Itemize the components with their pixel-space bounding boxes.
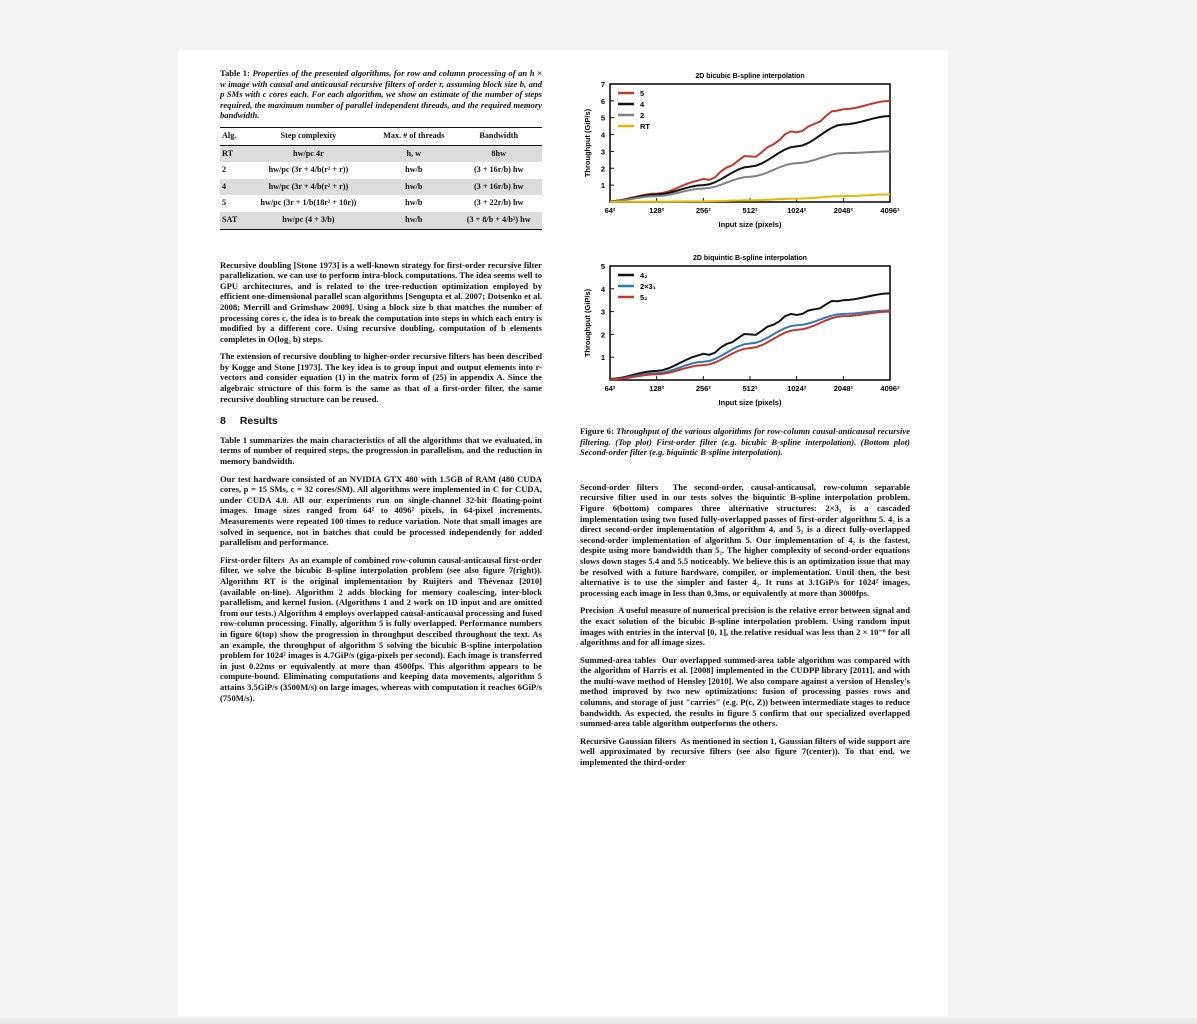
paper-page: [178, 50, 948, 1024]
legend-label: 5: [640, 89, 645, 98]
body-paragraph: [220, 260, 542, 345]
section-title: Results: [239, 415, 278, 428]
figure-caption-label: Figure 6:: [580, 426, 614, 436]
legend-label: 4₂: [640, 271, 648, 280]
body-paragraph: [580, 655, 910, 729]
x-tick-label: 512²: [742, 384, 758, 393]
y-tick-label: 2: [600, 330, 605, 340]
y-tick-label: 7: [600, 80, 605, 89]
table-cell: 8hw: [455, 145, 542, 162]
series-line: [610, 310, 890, 379]
table-row: [220, 212, 542, 229]
paragraph-lead: Summed-area tables: [580, 654, 656, 665]
legend-label: 2×3₁: [640, 282, 656, 291]
x-tick-label: 1024²: [787, 384, 807, 393]
chart-bottom: [580, 252, 910, 422]
x-axis-label: Input size (pixels): [718, 398, 782, 407]
y-tick-label: 5: [600, 113, 605, 123]
table-cell: 5: [222, 198, 227, 208]
x-tick-label: 256²: [695, 206, 711, 215]
body-paragraph: [220, 555, 542, 703]
paragraph-text: As mentioned in section 1, Gaussian filters of wide support are well approximated by recursive filters (see also figure 7(center)). To that end, we implemented the third-order: [580, 735, 910, 768]
section-number: 8: [220, 415, 226, 428]
x-tick-label: 64²: [604, 206, 616, 215]
x-tick-label: 512²: [742, 206, 758, 215]
right-column: [580, 68, 910, 775]
table-row: [220, 195, 542, 212]
table-cell: (3 + 22r/b) hw: [473, 198, 524, 208]
table-header: Max. # of threads: [372, 127, 455, 145]
figure-caption-text: Throughput of the various algorithms for row-column causal-anticausal recursive filtering. (Top plot) First-order filter (e.g. bicubic B-spline interpolation). (Bottom plot) Second-order filter (e.g. biquintic B-spline interpolation).: [580, 426, 911, 458]
table-caption: [220, 68, 542, 121]
table-cell: hw/pc (3r + 4/b(r² + r)): [245, 179, 373, 196]
section-heading: [220, 416, 542, 427]
y-tick-label: 5: [600, 262, 605, 271]
y-tick-label: 4: [600, 284, 605, 294]
table-cell: hw/b: [405, 198, 423, 208]
paragraph-lead: First-order filters: [220, 554, 285, 565]
table-cell: SAT: [220, 212, 245, 229]
table-cell: (3 + 8/b + 4/b²) hw: [455, 212, 542, 229]
table-cell: RT: [220, 145, 245, 162]
series-line: [610, 293, 890, 379]
body-paragraph: [580, 605, 910, 647]
table-cell: hw/pc 4r: [245, 145, 373, 162]
table-caption-label: Table 1:: [220, 68, 250, 78]
paragraph-text: Recursive doubling [Stone 1973] is a well-known strategy for first-order recursive filter parallelization. we can use to perform intra-block computations. The idea seems well to GPU architectures, and is related to the tree-reduction optimization employed by efficient one-dimensional parallel scan algorithms [Sengupta et al. 2007; Dotsenko et al. 2008; Merrill and Grimshaw 2009]. Using a block size b that matches the number of processing cores c, the idea is to break the computation into steps in which each entry is modified by a different core. Using recursive doubling, computation of b elements completes in O(log₂ b) steps.: [220, 259, 542, 344]
table-cell: 2: [222, 165, 227, 175]
y-tick-label: 2: [600, 164, 605, 174]
x-tick-label: 128²: [649, 384, 665, 393]
chart-top-svg: [580, 68, 910, 248]
paragraph-text: As an example of combined row-column causal-anticausal first-order filter, we solve the bicubic B-spline interpolation problem (see also figure 7(right)). Algorithm RT is the original implementation by Ruijters and Thévenaz [2010] (available on-line). Algorithm 2 adds blocking for memory coalescing, inter-block parallelism, and kernel fusion. (Algorithms 1 and 2 work on 1D input and are omitted from our tests.) Algorithm 4 employs overlapped causal-anticausal processing and fused row-column processing. Finally, algorithm 5 is fully overlapped. Performance numbers in figure 6(top) show the progression in throughput described throughout the text. As an example, the throughput of algorithm 5 solving the bicubic B-spline interpolation problem for 1024² images is 4.7GiP/s (giga-pixels per second). Each image is transferred in just 0.22ms or equivalently at more than 4500fps. This algorithm appears to be compute-bound. Eliminating computations and keeping data movements, algorithm 5 attains 3.5GiP/s (3500M/s) on large images, whereas with computation it reaches 6GiP/s (750M/s).: [220, 554, 542, 703]
paragraph-text: A useful measure of numerical precision is the relative error between signal and the exact solution of the bicubic B-spline interpolation problem. Using random input images with entries in the interval [0, 1], the relative residual was less than 2 × 10⁻⁶ for all algorithms and for all image sizes.: [580, 605, 911, 648]
table-cell: 4: [220, 179, 245, 196]
series-line: [610, 116, 890, 201]
left-column: [220, 68, 542, 710]
x-tick-label: 256²: [695, 384, 711, 393]
chart-bottom-svg: [580, 252, 910, 422]
series-line: [610, 312, 890, 380]
paragraph-text: Table 1 summarizes the main characteristics of all the algorithms that we evaluated, in terms of number of required steps, the progression in parallelism, and the reduction in memory bandwidth.: [220, 434, 542, 467]
table-cell: (3 + 16r/b) hw: [455, 179, 542, 196]
legend-label: 4: [640, 100, 645, 109]
body-paragraph: [580, 482, 910, 599]
table-cell: hw/b: [372, 212, 455, 229]
legend-label: 5₂: [640, 293, 648, 302]
body-paragraph: [580, 736, 910, 768]
y-tick-label: 6: [600, 96, 605, 106]
chart-title: 2D bicubic B-spline interpolation: [695, 73, 805, 80]
x-tick-label: 4096²: [880, 206, 900, 215]
table-cell: hw/pc (3r + 1/b(18r² + 10r)): [260, 198, 357, 208]
body-paragraph: [220, 435, 542, 467]
plot-frame: [610, 84, 890, 202]
table-row: [220, 145, 542, 162]
table-row: [220, 179, 542, 196]
y-axis-label: Throughput (GiP/s): [583, 288, 592, 358]
table-row: [220, 162, 542, 179]
x-tick-label: 128²: [649, 206, 665, 215]
x-tick-label: 2048²: [833, 206, 853, 215]
table-cell: hw/pc (4 + 3/b): [245, 212, 373, 229]
x-tick-label: 2048²: [833, 384, 853, 393]
table-header-row: [220, 127, 542, 145]
table-cell: hw/b: [405, 165, 423, 175]
y-tick-label: 3: [600, 147, 605, 157]
x-tick-label: 1024²: [787, 206, 807, 215]
table-header: Bandwidth: [455, 127, 542, 145]
page-bottom-edge: [0, 1016, 1197, 1024]
legend-label: RT: [640, 122, 650, 131]
paragraph-lead: Recursive Gaussian filters: [580, 735, 677, 746]
x-tick-label: 64²: [604, 384, 616, 393]
paragraph-text: Our overlapped summed-area table algorithm was compared with the algorithm of Harris et al. [2008] implemented in the CUDPP library [2011], and with the multi-wave method of Hensley [2010]. We also compare against a version of Hensley's method improved by two new optimizations: fusion of processing passes rows and columns, and storage of just "carries" (e.g. P(c, Z)) between intermediate stages to reduce bandwidth. As expected, the results in figure 5 confirm that our specialized overlapped summed-area table algorithm outperforms the others.: [580, 654, 910, 729]
body-paragraph: [220, 474, 542, 548]
paragraph-lead: Precision: [580, 605, 614, 616]
table-cell: (3 + 16r/b) hw: [473, 165, 524, 175]
y-tick-label: 1: [600, 353, 605, 363]
x-axis-label: Input size (pixels): [718, 220, 782, 229]
chart-top: [580, 68, 910, 248]
body-paragraph: [220, 351, 542, 404]
table-header: Step complexity: [245, 127, 373, 145]
x-tick-label: 4096²: [880, 384, 900, 393]
table-caption-text: Properties of the presented algorithms, for row and column processing of an h × w image with causal and anticausal recursive filters of order r, assuming block size b, and p SMs with c cores each. For each algorithm, we show an estimate of the number of steps required, the maximum number of parallel independent threads, and the required memory bandwidth.: [220, 68, 542, 121]
paragraph-text: The extension of recursive doubling to higher-order recursive filters has been described by Kogge and Stone [1973]. The key idea is to group input and output elements into r-vectors and consider equation (1) in the matrix form of (25) in appendix A. Since the algebraic structure of this form is the same as that of a first-order filter, the same recursive doubling structure can be reused.: [220, 351, 542, 404]
paragraph-lead: Second-order filters: [580, 481, 659, 492]
y-axis-label: Throughput (GiP/s): [583, 108, 592, 178]
paragraph-text: The second-order, causal-anticausal, row-column separable recursive filter used in our tests solves the biquintic B-spline interpolation problem. Figure 6(bottom) compares three alternative structures: 2×3₁ is a cascaded implementation using two fused fully-overlapped passes of first-order algorithm 5. 4₂ is a direct second-order implementation of algorithm 4, and 5₂ is a direct fully-overlapped second-order implementation of algorithm 5. Our implementation of 4₂ is the fastest, despite using more bandwidth than 5₂. The higher complexity of second-order equations slows down stages 5.4 and 5.5 noticeably. We believe this is an optimization issue that may be resolved with a future hardware, compiler, or implementation. Until then, the best alternative is to use the simpler and faster 4₂. It runs at 3.1GiP/s for 1024² images, processing each image in less than 0.3ms, or equivalently at more than 3000fps.: [580, 481, 911, 598]
y-tick-label: 4: [600, 130, 605, 140]
y-tick-label: 1: [600, 181, 605, 191]
properties-table: [220, 127, 542, 230]
table-cell: hw/b: [372, 179, 455, 196]
chart-title: 2D biquintic B-spline interpolation: [693, 255, 807, 262]
table-header: Alg.: [220, 127, 245, 145]
y-tick-label: 3: [600, 307, 605, 317]
table-cell: h, w: [372, 145, 455, 162]
paragraph-text: Our test hardware consisted of an NVIDIA GTX 480 with 1.5GB of RAM (480 CUDA cores, p = 15 SMs, c = 32 cores/SM). All algorithms were implemented in C for CUDA, under CUDA 4.0. All our experiments run on single-channel 32-bit floating-point images. Image sizes ranged from 64² to 4096² pixels, in 64-pixel increments. Measurements were repeated 100 times to reduce variation. Note that small images are solved in sequence, not in batches that could be processed independently for added parallelism and performance.: [220, 473, 542, 548]
series-line: [610, 101, 890, 201]
table-cell: hw/pc (3r + 4/b(r² + r)): [268, 165, 349, 175]
figure-caption: [580, 426, 910, 458]
legend-label: 2: [640, 111, 645, 120]
